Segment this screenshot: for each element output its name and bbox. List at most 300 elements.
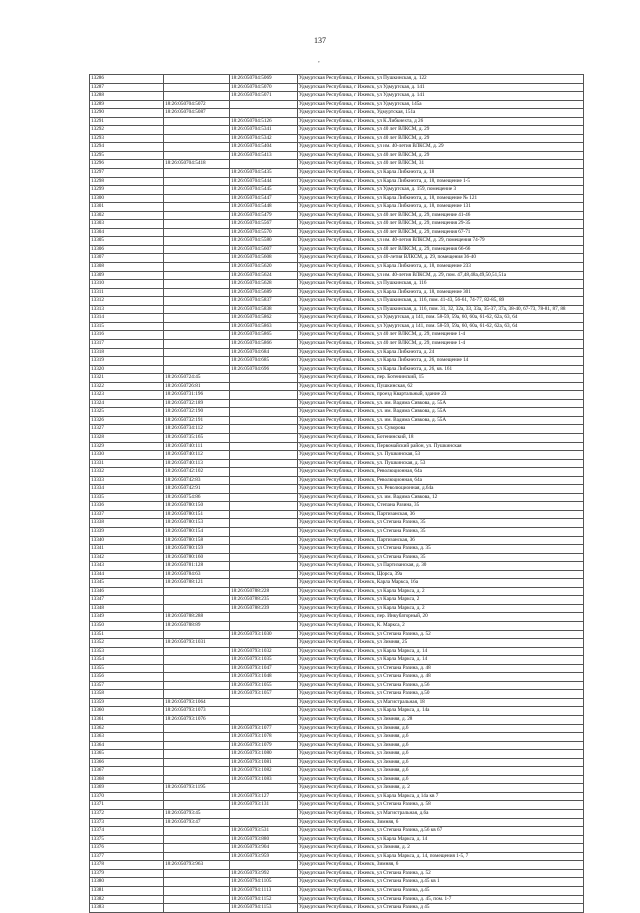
- row-number-cell: 13309: [90, 271, 164, 280]
- address-cell: Удмуртская Республика, г Ижевск, ул Пушкинская, д. 116: [298, 280, 584, 289]
- building-number-cell: 18:26:050793:127: [230, 792, 298, 801]
- building-number-cell: 18:26:050704:5863: [230, 322, 298, 331]
- building-number-cell: [230, 374, 298, 383]
- building-number-cell: [230, 536, 298, 545]
- land-parcel-number-cell: 18:26:050780:160: [164, 553, 230, 562]
- building-number-cell: [230, 570, 298, 579]
- table-row: [90, 869, 584, 878]
- table-row: [90, 228, 584, 237]
- land-parcel-number-cell: [164, 801, 230, 810]
- table-row: [90, 750, 584, 759]
- building-number-cell: [230, 818, 298, 827]
- row-number-cell: 13378: [90, 861, 164, 870]
- building-number-cell: [230, 451, 298, 460]
- land-parcel-number-cell: 18:26:050740:111: [164, 442, 230, 451]
- address-cell: Удмуртская Республика, г Ижевск, ул Пушкинская, д. 116, пом. 31, 32, 32а, 33, 33а, 35-37, 37а, 38-40, 67-73, 78-81, 87, 88: [298, 305, 584, 314]
- land-parcel-number-cell: 18:26:050793:1073: [164, 707, 230, 716]
- land-parcel-number-cell: [164, 83, 230, 92]
- address-cell: Удмуртская Республика, г Ижевск, ул Степана Разина, д.56: [298, 681, 584, 690]
- table-row: [90, 92, 584, 101]
- land-parcel-number-cell: 18:26:050732:190: [164, 408, 230, 417]
- address-cell: Удмуртская Республика, г Ижевск, ул Карла Либкнехта, д. 18: [298, 169, 584, 178]
- row-number-cell: 13352: [90, 639, 164, 648]
- table-row: [90, 143, 584, 152]
- land-parcel-number-cell: [164, 792, 230, 801]
- table-row: [90, 527, 584, 536]
- land-parcel-number-cell: [164, 254, 230, 263]
- building-number-cell: 18:26:050793:1080: [230, 750, 298, 759]
- table-row: [90, 365, 584, 374]
- address-cell: Удмуртская Республика, г Ижевск, ул Степана Разина, 35: [298, 519, 584, 528]
- address-cell: Удмуртская Республика, г Ижевск, ул Карла Либкнехта, д. 18, помещение 301: [298, 288, 584, 297]
- address-cell: Удмуртская Республика, г Ижевск, ул Степана Разина, д. 48: [298, 664, 584, 673]
- table-row: [90, 545, 584, 554]
- row-number-cell: 13343: [90, 562, 164, 571]
- land-parcel-number-cell: 18:26:050704:5072: [164, 100, 230, 109]
- table-row: [90, 151, 584, 160]
- address-cell: Удмуртская Республика, г Ижевск, ул Карла Маркса, д. 2: [298, 604, 584, 613]
- land-parcel-number-cell: [164, 211, 230, 220]
- row-number-cell: 13294: [90, 143, 164, 152]
- table-row: [90, 339, 584, 348]
- building-number-cell: 18:26:050793:904: [230, 844, 298, 853]
- land-parcel-number-cell: [164, 203, 230, 212]
- table-row: [90, 288, 584, 297]
- land-parcel-number-cell: 18:26:050740:113: [164, 459, 230, 468]
- building-number-cell: 18:26:050704:5447: [230, 194, 298, 203]
- building-number-cell: 18:26:050704:5608: [230, 254, 298, 263]
- row-number-cell: 13305: [90, 237, 164, 246]
- table-row: [90, 493, 584, 502]
- address-cell: Удмуртская Республика, г Ижевск, ул Карла Маркса, д. 14, помещения 1-5, 7: [298, 852, 584, 861]
- building-number-cell: 18:26:050794:1113: [230, 886, 298, 895]
- row-number-cell: 13380: [90, 878, 164, 887]
- table-row: [90, 647, 584, 656]
- row-number-cell: 13324: [90, 399, 164, 408]
- row-number-cell: 13351: [90, 630, 164, 639]
- row-number-cell: 13311: [90, 288, 164, 297]
- building-number-cell: 18:26:050794:1153: [230, 904, 298, 913]
- building-number-cell: [230, 562, 298, 571]
- table-row: [90, 459, 584, 468]
- row-number-cell: 13308: [90, 263, 164, 272]
- table-row: [90, 587, 584, 596]
- land-parcel-number-cell: [164, 869, 230, 878]
- building-number-cell: [230, 861, 298, 870]
- row-number-cell: 13332: [90, 468, 164, 477]
- row-number-cell: 13366: [90, 758, 164, 767]
- table-row: [90, 476, 584, 485]
- land-parcel-number-cell: [164, 194, 230, 203]
- land-parcel-number-cell: 18:26:050788:121: [164, 579, 230, 588]
- address-cell: Удмуртская Республика, г Ижевск, ул Удмуртская, д 141, пом. 58-59, 59а, 60, 60а, 61-62, 62а, 63, 64: [298, 322, 584, 331]
- building-number-cell: [230, 579, 298, 588]
- address-cell: Удмуртская Республика, г Ижевск, ул Степана Разина, 35: [298, 553, 584, 562]
- building-number-cell: [230, 416, 298, 425]
- address-cell: Удмуртская Республика, г Ижевск, К. Маркса, 2: [298, 622, 584, 631]
- row-number-cell: 13338: [90, 519, 164, 528]
- row-number-cell: 13376: [90, 844, 164, 853]
- address-cell: Удмуртская Республика, г Ижевск, Революционная, 64а: [298, 476, 584, 485]
- table-row: [90, 707, 584, 716]
- building-number-cell: [230, 698, 298, 707]
- table-row: [90, 186, 584, 195]
- land-parcel-number-cell: [164, 339, 230, 348]
- land-parcel-number-cell: [164, 673, 230, 682]
- table-row: [90, 639, 584, 648]
- row-number-cell: 13334: [90, 485, 164, 494]
- address-cell: Удмуртская Республика, г Ижевск, ул Магистральная, 18: [298, 698, 584, 707]
- row-number-cell: 13315: [90, 322, 164, 331]
- table-row: [90, 254, 584, 263]
- address-cell: Удмуртская Республика, г Ижевск, ул им. 40-летия ВЛКСМ, д. 29: [298, 143, 584, 152]
- building-number-cell: 18:26:050793:1083: [230, 775, 298, 784]
- land-parcel-number-cell: [164, 775, 230, 784]
- row-number-cell: 13299: [90, 186, 164, 195]
- row-number-cell: 13286: [90, 75, 164, 84]
- row-number-cell: 13333: [90, 476, 164, 485]
- land-parcel-number-cell: [164, 835, 230, 844]
- address-cell: Удмуртская Республика, г Ижевск, Зимняя, 6: [298, 818, 584, 827]
- address-cell: Удмуртская Республика, г Ижевск, ул Карла Либкнехта, д. 18, помещение № 121: [298, 194, 584, 203]
- table-row: [90, 827, 584, 836]
- row-number-cell: 13342: [90, 553, 164, 562]
- row-number-cell: 13374: [90, 827, 164, 836]
- building-number-cell: [230, 613, 298, 622]
- land-parcel-number-cell: 18:26:050793:47: [164, 818, 230, 827]
- address-cell: Удмуртская Республика, г Ижевск, ул 40 лет ВЛКСМ, д. 29: [298, 126, 584, 135]
- table-row: [90, 622, 584, 631]
- address-cell: Удмуртская Республика, г Ижевск, ул. им. Вадима Сивкова, д. 55А: [298, 408, 584, 417]
- address-cell: Удмуртская Республика, г Ижевск, ул Карла Либкнехта, д. 18, помещение 1-5: [298, 177, 584, 186]
- address-cell: Удмуртская Республика, г Ижевск, ул Зимняя, д. 2: [298, 784, 584, 793]
- address-cell: Удмуртская Республика, г Ижевск, ул им. 40-летия ВЛКСМ, д. 29, помещения 74-79: [298, 237, 584, 246]
- land-parcel-number-cell: [164, 724, 230, 733]
- land-parcel-number-cell: [164, 596, 230, 605]
- table-row: [90, 818, 584, 827]
- address-cell: Удмуртская Республика, г Ижевск, ул им. 40-летия ВЛКСМ, д. 29, пом. 47,48,48а,49,50,51,51а: [298, 271, 584, 280]
- building-number-cell: 18:26:050794:1152: [230, 895, 298, 904]
- row-number-cell: 13379: [90, 869, 164, 878]
- table-row: [90, 451, 584, 460]
- building-number-cell: [230, 459, 298, 468]
- building-number-cell: [230, 519, 298, 528]
- address-cell: Удмуртская Республика, г Ижевск, ул Карла Маркса, д. 14: [298, 647, 584, 656]
- row-number-cell: 13337: [90, 510, 164, 519]
- row-number-cell: 13365: [90, 750, 164, 759]
- building-number-cell: 18:26:050704:5607: [230, 245, 298, 254]
- table-row: [90, 382, 584, 391]
- table-row: [90, 416, 584, 425]
- land-parcel-number-cell: 18:26:050784:63: [164, 570, 230, 579]
- building-number-cell: 18:26:050704:5126: [230, 117, 298, 126]
- address-cell: Удмуртская Республика, г Ижевск, ул Зимняя, д. 28: [298, 716, 584, 725]
- building-number-cell: 18:26:050793:1035: [230, 656, 298, 665]
- row-number-cell: 13316: [90, 331, 164, 340]
- building-number-cell: 18:26:050704:5444: [230, 177, 298, 186]
- row-number-cell: 13382: [90, 895, 164, 904]
- row-number-cell: 13373: [90, 818, 164, 827]
- address-cell: Удмуртская Республика, г Ижевск, ул 40 лет ВЛКСМ, д. 29, помещения 67-71: [298, 228, 584, 237]
- table-row: [90, 613, 584, 622]
- row-number-cell: 13335: [90, 493, 164, 502]
- table-row: [90, 245, 584, 254]
- building-number-cell: 18:26:050704:685: [230, 357, 298, 366]
- address-cell: Удмуртская Республика, г Ижевск, ул 40 лет ВЛКСМ, д. 29, помещение 1-4: [298, 339, 584, 348]
- land-parcel-number-cell: [164, 844, 230, 853]
- land-parcel-number-cell: [164, 357, 230, 366]
- land-parcel-number-cell: 18:26:050735:165: [164, 433, 230, 442]
- address-cell: Удмуртская Республика, г Ижевск, ул Зимняя, д.6: [298, 750, 584, 759]
- land-parcel-number-cell: [164, 681, 230, 690]
- land-parcel-number-cell: [164, 587, 230, 596]
- table-row: [90, 297, 584, 306]
- row-number-cell: 13289: [90, 100, 164, 109]
- table-row: [90, 75, 584, 84]
- table-row: [90, 767, 584, 776]
- row-number-cell: 13363: [90, 733, 164, 742]
- row-number-cell: 13368: [90, 775, 164, 784]
- table-row: [90, 690, 584, 699]
- table-row: [90, 681, 584, 690]
- address-cell: Удмуртская Республика, г Ижевск, ул Карла Маркса, д. 14а: [298, 707, 584, 716]
- building-number-cell: [230, 639, 298, 648]
- address-cell: Удмуртская Республика, г Ижевск, ул К.Либкнехта, д 26: [298, 117, 584, 126]
- row-number-cell: 13359: [90, 698, 164, 707]
- row-number-cell: 13310: [90, 280, 164, 289]
- row-number-cell: 13326: [90, 416, 164, 425]
- row-number-cell: 13313: [90, 305, 164, 314]
- land-parcel-number-cell: [164, 604, 230, 613]
- building-number-cell: 18:26:050788:228: [230, 587, 298, 596]
- address-cell: Удмуртская Республика, г Ижевск, ул Зимняя, 25: [298, 639, 584, 648]
- building-number-cell: 18:26:050793:1079: [230, 741, 298, 750]
- land-parcel-number-cell: [164, 280, 230, 289]
- table-row: [90, 801, 584, 810]
- row-number-cell: 13320: [90, 365, 164, 374]
- building-number-cell: [230, 382, 298, 391]
- building-number-cell: [230, 468, 298, 477]
- row-number-cell: 13340: [90, 536, 164, 545]
- address-cell: Удмуртская Республика, г Ижевск, Степана Разина, 35: [298, 502, 584, 511]
- land-parcel-number-cell: [164, 75, 230, 84]
- row-number-cell: 13370: [90, 792, 164, 801]
- building-number-cell: [230, 160, 298, 169]
- land-parcel-number-cell: [164, 169, 230, 178]
- land-parcel-number-cell: [164, 852, 230, 861]
- row-number-cell: 13350: [90, 622, 164, 631]
- table-row: [90, 203, 584, 212]
- row-number-cell: 13288: [90, 92, 164, 101]
- row-number-cell: 13377: [90, 852, 164, 861]
- row-number-cell: 13312: [90, 297, 164, 306]
- table-row: [90, 835, 584, 844]
- registry-table-body: [90, 75, 584, 913]
- land-parcel-number-cell: [164, 331, 230, 340]
- table-row: [90, 792, 584, 801]
- building-number-cell: [230, 784, 298, 793]
- address-cell: Удмуртская Республика, г Ижевск, ул Карла Либкнехта, д. 24: [298, 348, 584, 357]
- address-cell: Удмуртская Республика, г Ижевск, ул Магистральная, д.6а: [298, 810, 584, 819]
- address-cell: Удмуртская Республика, г Ижевск, Партизанская, 36: [298, 510, 584, 519]
- building-number-cell: [230, 425, 298, 434]
- address-cell: Удмуртская Республика, г Ижевск, Первомайский район, ул. Пушкинская: [298, 442, 584, 451]
- building-number-cell: 18:26:050704:5624: [230, 271, 298, 280]
- table-row: [90, 895, 584, 904]
- building-number-cell: 18:26:050793:1047: [230, 664, 298, 673]
- address-cell: Удмуртская Республика, г Ижевск, ул Удмуртская, д. 159, помещение 3: [298, 186, 584, 195]
- row-number-cell: 13364: [90, 741, 164, 750]
- table-row: [90, 100, 584, 109]
- table-row: [90, 733, 584, 742]
- land-parcel-number-cell: [164, 647, 230, 656]
- row-number-cell: 13322: [90, 382, 164, 391]
- building-number-cell: [230, 433, 298, 442]
- table-row: [90, 280, 584, 289]
- land-parcel-number-cell: [164, 126, 230, 135]
- address-cell: Удмуртская Республика, г Ижевск, ул Карла Либкнехта, д. 26, кв. 161: [298, 365, 584, 374]
- row-number-cell: 13291: [90, 117, 164, 126]
- building-number-cell: [230, 493, 298, 502]
- row-number-cell: 13341: [90, 545, 164, 554]
- land-parcel-number-cell: [164, 365, 230, 374]
- address-cell: Удмуртская Республика, г Ижевск, ул Степана Разина, д. 52: [298, 869, 584, 878]
- address-cell: Удмуртская Республика, г Ижевск, ул Степана Разина, д. 48: [298, 673, 584, 682]
- row-number-cell: 13362: [90, 724, 164, 733]
- address-cell: Удмуртская Республика, г Ижевск, Карла Маркса, 16а: [298, 579, 584, 588]
- building-number-cell: [230, 810, 298, 819]
- address-cell: Удмуртская Республика, г Ижевск, ул 40 лет ВЛКСМ, д. 29: [298, 134, 584, 143]
- address-cell: Удмуртская Республика, г Ижевск, пер. Ботенинский, 15: [298, 374, 584, 383]
- table-row: [90, 716, 584, 725]
- address-cell: Удмуртская Республика, г Ижевск, ул Партизанская, д. 30: [298, 562, 584, 571]
- address-cell: Удмуртская Республика, г Ижевск, ул Карла Маркса, д. 2: [298, 587, 584, 596]
- building-number-cell: 18:26:050793:959: [230, 852, 298, 861]
- row-number-cell: 13302: [90, 211, 164, 220]
- table-row: [90, 211, 584, 220]
- row-number-cell: 13329: [90, 442, 164, 451]
- building-number-cell: [230, 485, 298, 494]
- land-parcel-number-cell: [164, 878, 230, 887]
- address-cell: Удмуртская Республика, г Ижевск, Партизанская, 36: [298, 536, 584, 545]
- land-parcel-number-cell: 18:26:050793:1195: [164, 784, 230, 793]
- table-row: [90, 784, 584, 793]
- row-number-cell: 13349: [90, 613, 164, 622]
- building-number-cell: 18:26:050704:5865: [230, 331, 298, 340]
- row-number-cell: 13323: [90, 391, 164, 400]
- land-parcel-number-cell: [164, 758, 230, 767]
- building-number-cell: 18:26:050793:992: [230, 869, 298, 878]
- land-parcel-number-cell: 18:26:050754:86: [164, 493, 230, 502]
- table-row: [90, 263, 584, 272]
- address-cell: Удмуртская Республика, г Ижевск, пер. Инкубаторный, 20: [298, 613, 584, 622]
- row-number-cell: 13331: [90, 459, 164, 468]
- building-number-cell: 18:26:050704:5448: [230, 203, 298, 212]
- table-row: [90, 844, 584, 853]
- land-parcel-number-cell: 18:26:050780:158: [164, 536, 230, 545]
- table-row: [90, 630, 584, 639]
- building-number-cell: 18:26:050704:696: [230, 365, 298, 374]
- land-parcel-number-cell: 18:26:050780:150: [164, 502, 230, 511]
- table-row: [90, 194, 584, 203]
- table-row: [90, 177, 584, 186]
- building-number-cell: [230, 391, 298, 400]
- table-row: [90, 169, 584, 178]
- row-number-cell: 13297: [90, 169, 164, 178]
- land-parcel-number-cell: [164, 895, 230, 904]
- row-number-cell: 13296: [90, 160, 164, 169]
- land-parcel-number-cell: [164, 177, 230, 186]
- address-cell: Удмуртская Республика, г Ижевск, ул 40 лет ВЛКСМ, д. 29, помещение 41-46: [298, 211, 584, 220]
- address-cell: Удмуртская Республика, г Ижевск, ул Карла Либкнехта, д. 18, помещение 233: [298, 263, 584, 272]
- address-cell: Удмуртская Республика, г Ижевск, Пушкинская, 62: [298, 382, 584, 391]
- land-parcel-number-cell: 18:26:050793:1031: [164, 639, 230, 648]
- land-parcel-number-cell: 18:26:050788:89: [164, 622, 230, 631]
- table-row: [90, 271, 584, 280]
- table-row: [90, 698, 584, 707]
- table-row: [90, 331, 584, 340]
- address-cell: Удмуртская Республика, г Ижевск, ул Удмуртская, д. 141: [298, 83, 584, 92]
- table-row: [90, 596, 584, 605]
- table-row: [90, 741, 584, 750]
- address-cell: Удмуртская Республика, г Ижевск, ул 40 лет ВЛКСМ, д. 29, помещение 1-4: [298, 331, 584, 340]
- row-number-cell: 13355: [90, 664, 164, 673]
- land-parcel-number-cell: [164, 348, 230, 357]
- address-cell: Удмуртская Республика, г Ижевск, ул Степана Разина, д. 35: [298, 545, 584, 554]
- address-cell: Удмуртская Республика, г Ижевск, ул Пушкинская, д. 116, пом. 41-43, 56-61, 74-77, 82-85, 89: [298, 297, 584, 306]
- address-cell: Удмуртская Республика, г Ижевск, ул Зимняя, д.6: [298, 758, 584, 767]
- address-cell: Удмуртская Республика, г Ижевск, ул Карла Либкнехта, д. 18, помещение 131: [298, 203, 584, 212]
- land-parcel-number-cell: 18:26:050780:153: [164, 519, 230, 528]
- land-parcel-number-cell: [164, 314, 230, 323]
- row-number-cell: 13304: [90, 228, 164, 237]
- table-row: [90, 852, 584, 861]
- table-row: [90, 562, 584, 571]
- table-row: [90, 861, 584, 870]
- land-parcel-number-cell: 18:26:050781:128: [164, 562, 230, 571]
- row-number-cell: 13372: [90, 810, 164, 819]
- address-cell: Удмуртская Республика, г Ижевск, Революционная, 64а: [298, 468, 584, 477]
- row-number-cell: 13371: [90, 801, 164, 810]
- land-parcel-number-cell: 18:26:050780:154: [164, 527, 230, 536]
- table-row: [90, 536, 584, 545]
- land-parcel-number-cell: [164, 117, 230, 126]
- address-cell: Удмуртская Республика, г Ижевск, ул. Суворова: [298, 425, 584, 434]
- land-parcel-number-cell: [164, 271, 230, 280]
- row-number-cell: 13290: [90, 109, 164, 118]
- address-cell: Удмуртская Республика, г Ижевск, ул Удмуртская, д. 141: [298, 92, 584, 101]
- page-number: 137: [314, 36, 326, 45]
- land-parcel-number-cell: [164, 237, 230, 246]
- row-number-cell: 13344: [90, 570, 164, 579]
- land-parcel-number-cell: [164, 297, 230, 306]
- table-row: [90, 83, 584, 92]
- land-parcel-number-cell: [164, 741, 230, 750]
- row-number-cell: 13318: [90, 348, 164, 357]
- row-number-cell: 13336: [90, 502, 164, 511]
- row-number-cell: 13293: [90, 134, 164, 143]
- address-cell: Удмуртская Республика, г Ижевск, ул. Пушкинская, 53: [298, 451, 584, 460]
- table-row: [90, 510, 584, 519]
- building-number-cell: 18:26:050793:880: [230, 835, 298, 844]
- row-number-cell: 13317: [90, 339, 164, 348]
- land-parcel-number-cell: 18:26:050726:81: [164, 382, 230, 391]
- building-number-cell: 18:26:050704:5479: [230, 211, 298, 220]
- land-parcel-number-cell: 18:26:050704:5418: [164, 160, 230, 169]
- building-number-cell: 18:26:050704:684: [230, 348, 298, 357]
- address-cell: Удмуртская Республика, г Ижевск, ул Карла Маркса, 2: [298, 596, 584, 605]
- land-parcel-number-cell: 18:26:050742:91: [164, 485, 230, 494]
